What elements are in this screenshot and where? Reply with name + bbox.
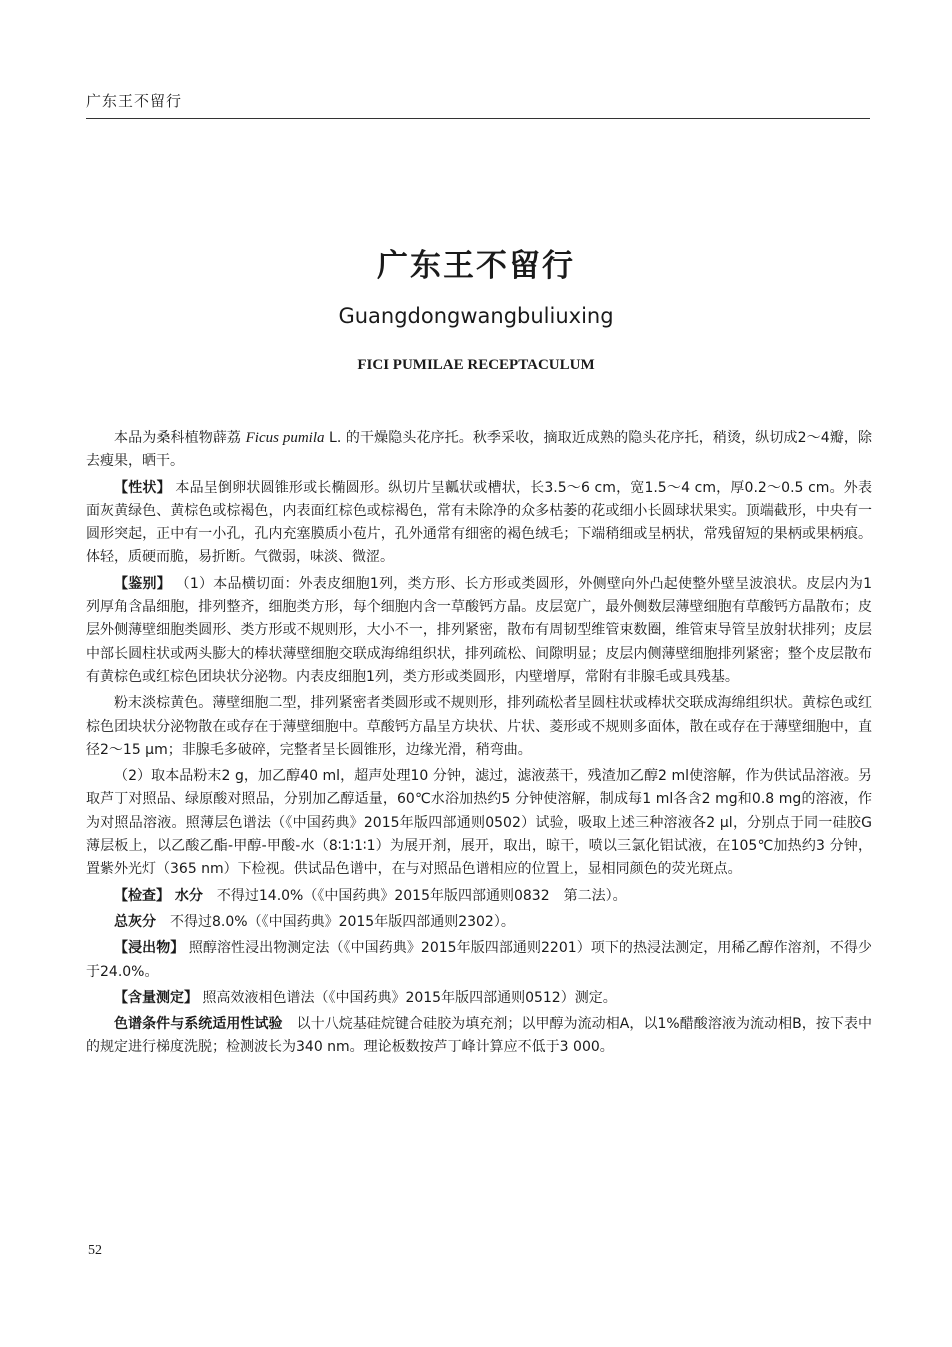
- extract-text: 照醇溶性浸出物测定法（《中国药典》2015年版四部通则2201）项下的热浸法测定，用稀乙醇作溶剂，不得少于24.0%。: [86, 940, 872, 980]
- chromatography-text: 以十八烷基硅烷键合硅胶为填充剂；以甲醇为流动相A，以1%醋酸溶液为流动相B，按下表中的规定进行梯度洗脱；检测波长为340 nm。理论板数按芦丁峰计算应不低于3 000。: [86, 1016, 873, 1056]
- identification-paragraph-3: （2）取本品粉末2 g，加乙醇40 ml，超声处理10 分钟，滤过，滤液蒸干，残渣加乙醇2 ml使溶解，作为供试品溶液。另取芦丁对照品、绿原酸对照品，分别加乙醇适量，60℃水浴加热约5 分钟使溶解，制成每1 ml各含2 mg和0.8 mg的溶液，作为对照品溶液。照薄层色谱法（《中国药典》2015年版四部通则0502）试验，吸取上述三种溶液各2 μl，分别点于同一硅胶G薄层板上，以乙酸乙酯-甲醇-甲酸-水（8∶1∶1∶1）为展开剂，展开，取出，晾干，喷以三氯化铝试液，在105℃加热约3 分钟，置紫外光灯（365 nm）下检视。供试品色谱中，在与对照品色谱相应的位置上，显相同颜色的荧光斑点。: [86, 768, 872, 878]
- identification-paragraph-2: 粉末淡棕黄色。薄壁细胞二型，排列紧密者类圆形或不规则形，排列疏松者呈圆柱状或棒状交联成海绵组织状。黄棕色或红棕色团块状分泌物散在或存在于薄壁细胞中。草酸钙方晶呈方块状、片状、菱形或不规则多面体，散在或存在于薄壁细胞中，直径2～15 μm；非腺毛多破碎，完整者呈长圆锥形，边缘光滑，稍弯曲。: [86, 695, 872, 758]
- assay-text: 照高效液相色谱法（《中国药典》2015年版四部通则0512）测定。: [198, 989, 617, 1006]
- latin-title: FICI PUMILAE RECEPTACULUM: [357, 357, 595, 373]
- inspection-paragraph: [86, 885, 872, 908]
- running-head: 广东王不留行: [86, 92, 183, 110]
- latin-species-name: Ficus pumila: [245, 430, 325, 446]
- monograph-body: [86, 427, 872, 1063]
- header-rule: [86, 118, 870, 119]
- intro-text-post: L. 的干燥隐头花序托。秋季采收，摘取近成熟的隐头花序托，稍烫，纵切成2～4瓣，除去瘦果，晒干。: [86, 430, 872, 470]
- water-text: 不得过14.0%（《中国药典》2015年版四部通则0832 第二法）。: [202, 887, 627, 904]
- ash-paragraph: [86, 911, 872, 934]
- extract-paragraph: [86, 937, 872, 984]
- ash-text: 不得过8.0%（《中国药典》2015年版四部通则2302）。: [156, 913, 515, 930]
- identification-text-1: （1）本品横切面：外表皮细胞1列，类方形、长方形或类圆形，外侧壁向外凸起使整外壁呈波浪状。皮层内为1列厚角含晶细胞，排列整齐，细胞类方形，每个细胞内含一草酸钙方晶。皮层宽广，最外侧数层薄壁细胞有草酸钙方晶散布；皮层外侧薄壁细胞类圆形、类方形或不规则形，大小不一，排列紧密，散布有周韧型维管束数圈，维管束导管呈放射状排列；皮层中部长圆柱状或两头膨大的棒状薄壁细胞交联成海绵组织状，排列疏松、间隙明显；皮层内侧薄壁细胞排列紧密；整个皮层散布有黄棕色或红棕色团块状分泌物。内表皮细胞1列，类方形或类圆形，内壁增厚，常附有非腺毛或具残基。: [86, 575, 873, 685]
- identification-paragraph-1: [86, 573, 872, 689]
- page-number: 52: [88, 1243, 102, 1258]
- chromatography-paragraph: [86, 1013, 872, 1060]
- inspection-heading: 【检查】: [114, 887, 170, 904]
- ash-label: 总灰分: [114, 913, 156, 930]
- identification-heading: 【鉴别】: [114, 575, 171, 592]
- description-text: 本品呈倒卵状圆锥形或长椭圆形。纵切片呈瓤状或槽状，长3.5～6 cm，宽1.5～4 cm，厚0.2～0.5 cm。外表面灰黄绿色、黄棕色或棕褐色，内表面红棕色或棕褐色，常有未除净的众多枯萎的花或细小长圆球状果实。顶端截形，中央有一圆形突起，正中有一小孔，孔内充塞膜质小苞片，孔外通常有细密的褐色绒毛；下端稍细或呈柄状，常残留短的果柄或果柄痕。体轻，质硬而脆，易折断。气微弱，味淡、微涩。: [86, 479, 872, 566]
- page-title: 广东王不留行: [377, 248, 575, 284]
- extract-heading: 【浸出物】: [114, 940, 185, 957]
- water-label: 水分: [170, 887, 203, 904]
- description-paragraph: [86, 477, 872, 570]
- intro-paragraph: [86, 427, 872, 474]
- description-heading: 【性状】: [114, 479, 171, 496]
- pinyin-title: Guangdongwangbuliuxing: [338, 304, 614, 328]
- intro-text-pre: 本品为桑科植物薜荔: [114, 430, 246, 446]
- assay-heading: 【含量测定】: [114, 989, 198, 1006]
- chromatography-label: 色谱条件与系统适用性试验: [114, 1016, 283, 1033]
- assay-paragraph: [86, 987, 872, 1010]
